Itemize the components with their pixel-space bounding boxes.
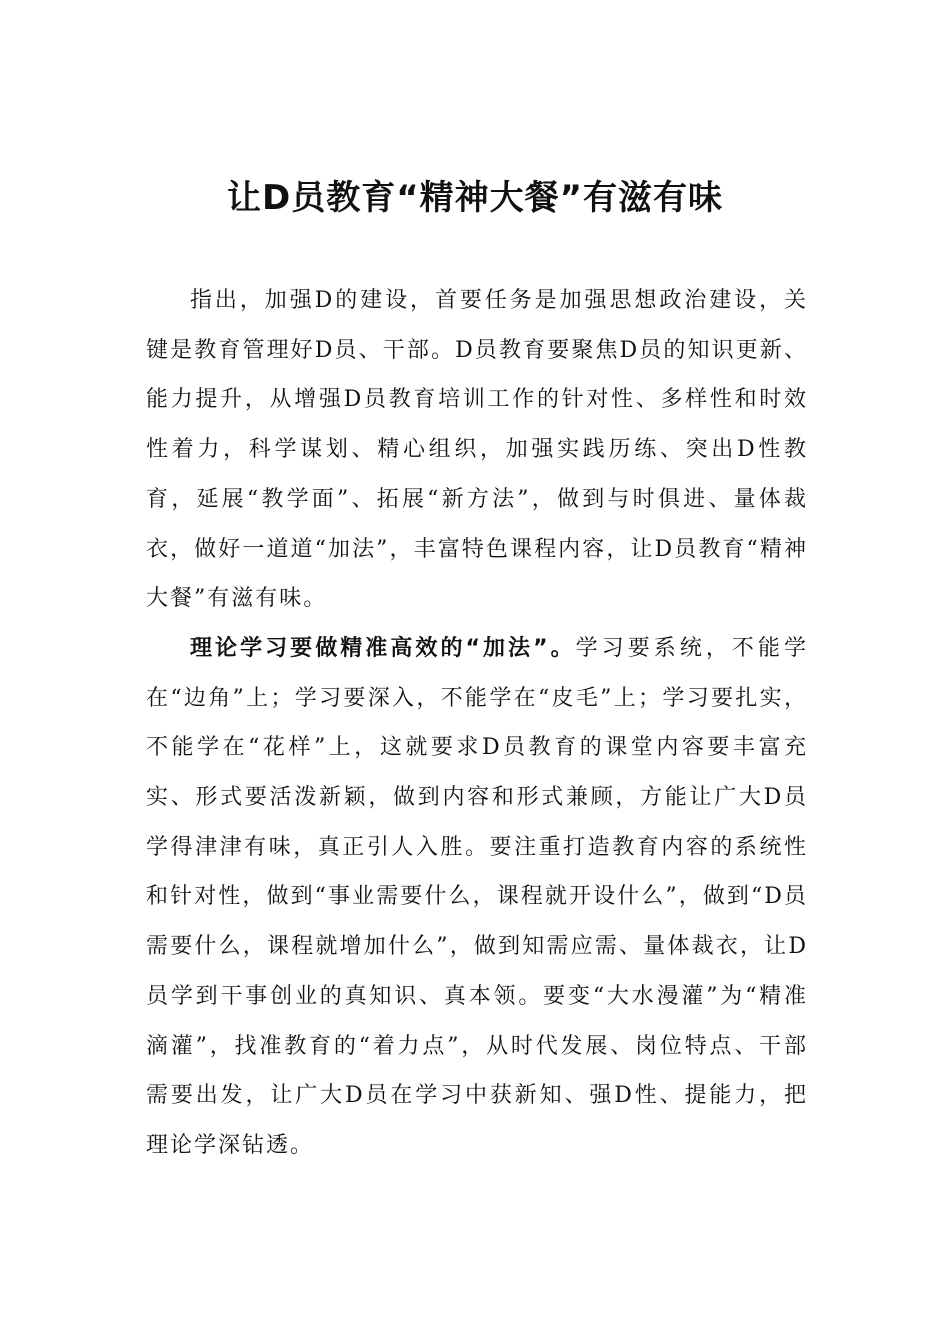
paragraph-2-lead: 理论学习要做精准高效的“加法”。 (190, 635, 576, 661)
paragraph-2-text: 学习要系统，不能学在“边角”上；学习要深入，不能学在“皮毛”上；学习要扎实，不能学在“花样”上，这就要求D员教育的课堂内容要丰富充实、形式要活泼新颖，做到内容和形式兼顾，方能让广大D员学得津津有味，真正引人入胜。要注重打造教育内容的系统性和针对性，做到“事业需要什么，课程就开设什么”，做到“D员需要什么，课程就增加什么”，做到知需应需、量体裁衣，让D员学到干事创业的真知识、真本领。要变“大水漫灌”为“精准滴灌”，找准教育的“着力点”，从时代发展、岗位特点、干部需要出发，让广大D员在学习中获新知、强D性、提能力，把理论学深钻透。 (146, 635, 808, 1158)
paragraph-2 (146, 624, 808, 1171)
document-body (146, 276, 808, 1171)
document-title: 让D员教育“精神大餐”有滋有味 (227, 178, 723, 218)
paragraph-1: 指出，加强D的建设，首要任务是加强思想政治建设，关键是教育管理好D员、干部。D员教育要聚焦D员的知识更新、能力提升，从增强D员教育培训工作的针对性、多样性和时效性着力，科学谋划、精心组织，加强实践历练、突出D性教育，延展“教学面”、拓展“新方法”，做到与时俱进、量体裁衣，做好一道道“加法”，丰富特色课程内容，让D员教育“精神大餐”有滋有味。 (146, 288, 808, 612)
